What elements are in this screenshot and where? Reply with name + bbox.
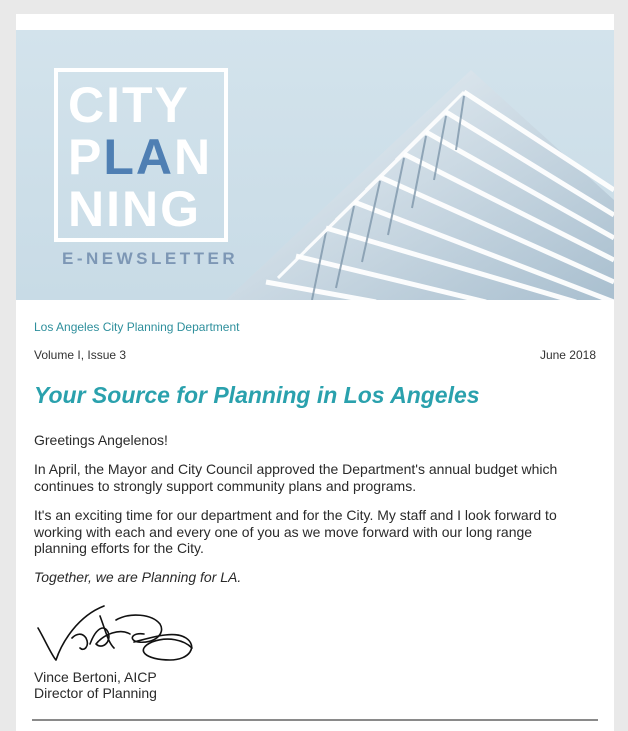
- department-name: Los Angeles City Planning Department: [34, 320, 240, 334]
- headline: Your Source for Planning in Los Angeles: [34, 382, 480, 408]
- banner-image: [16, 30, 614, 300]
- issue-date: June 2018: [539, 348, 596, 362]
- newsletter-page: [16, 14, 614, 731]
- greeting: Greetings Angelenos!: [34, 432, 168, 448]
- logo-line-city: CITY: [68, 77, 190, 133]
- e-newsletter-label: E-NEWSLETTER: [62, 249, 239, 268]
- logo-letter-n: N: [174, 129, 213, 185]
- paragraph-exciting-time: It's an exciting time for our department and for the City. My staff and I look forward to working with each and every one of you as we move forward with our long range planning efforts for the City.: [34, 507, 557, 556]
- signatory-name: Vince Bertoni, AICP: [34, 669, 157, 685]
- signatory-title: Director of Planning: [34, 685, 157, 701]
- issue-number: Volume I, Issue 3: [34, 348, 127, 362]
- city-planning-logo: [54, 68, 228, 242]
- logo-la-accent: LA: [103, 129, 175, 185]
- paragraph-budget: In April, the Mayor and City Council approved the Department's annual budget which continues to strongly support community plans and programs.: [34, 461, 558, 494]
- logo-line-ning: NING: [68, 181, 201, 237]
- section-divider: [32, 719, 598, 721]
- handwritten-signature: [34, 598, 204, 664]
- logo-letter-p: P: [68, 129, 104, 185]
- closing-line: Together, we are Planning for LA.: [34, 569, 242, 585]
- logo-line-plan: [68, 129, 213, 185]
